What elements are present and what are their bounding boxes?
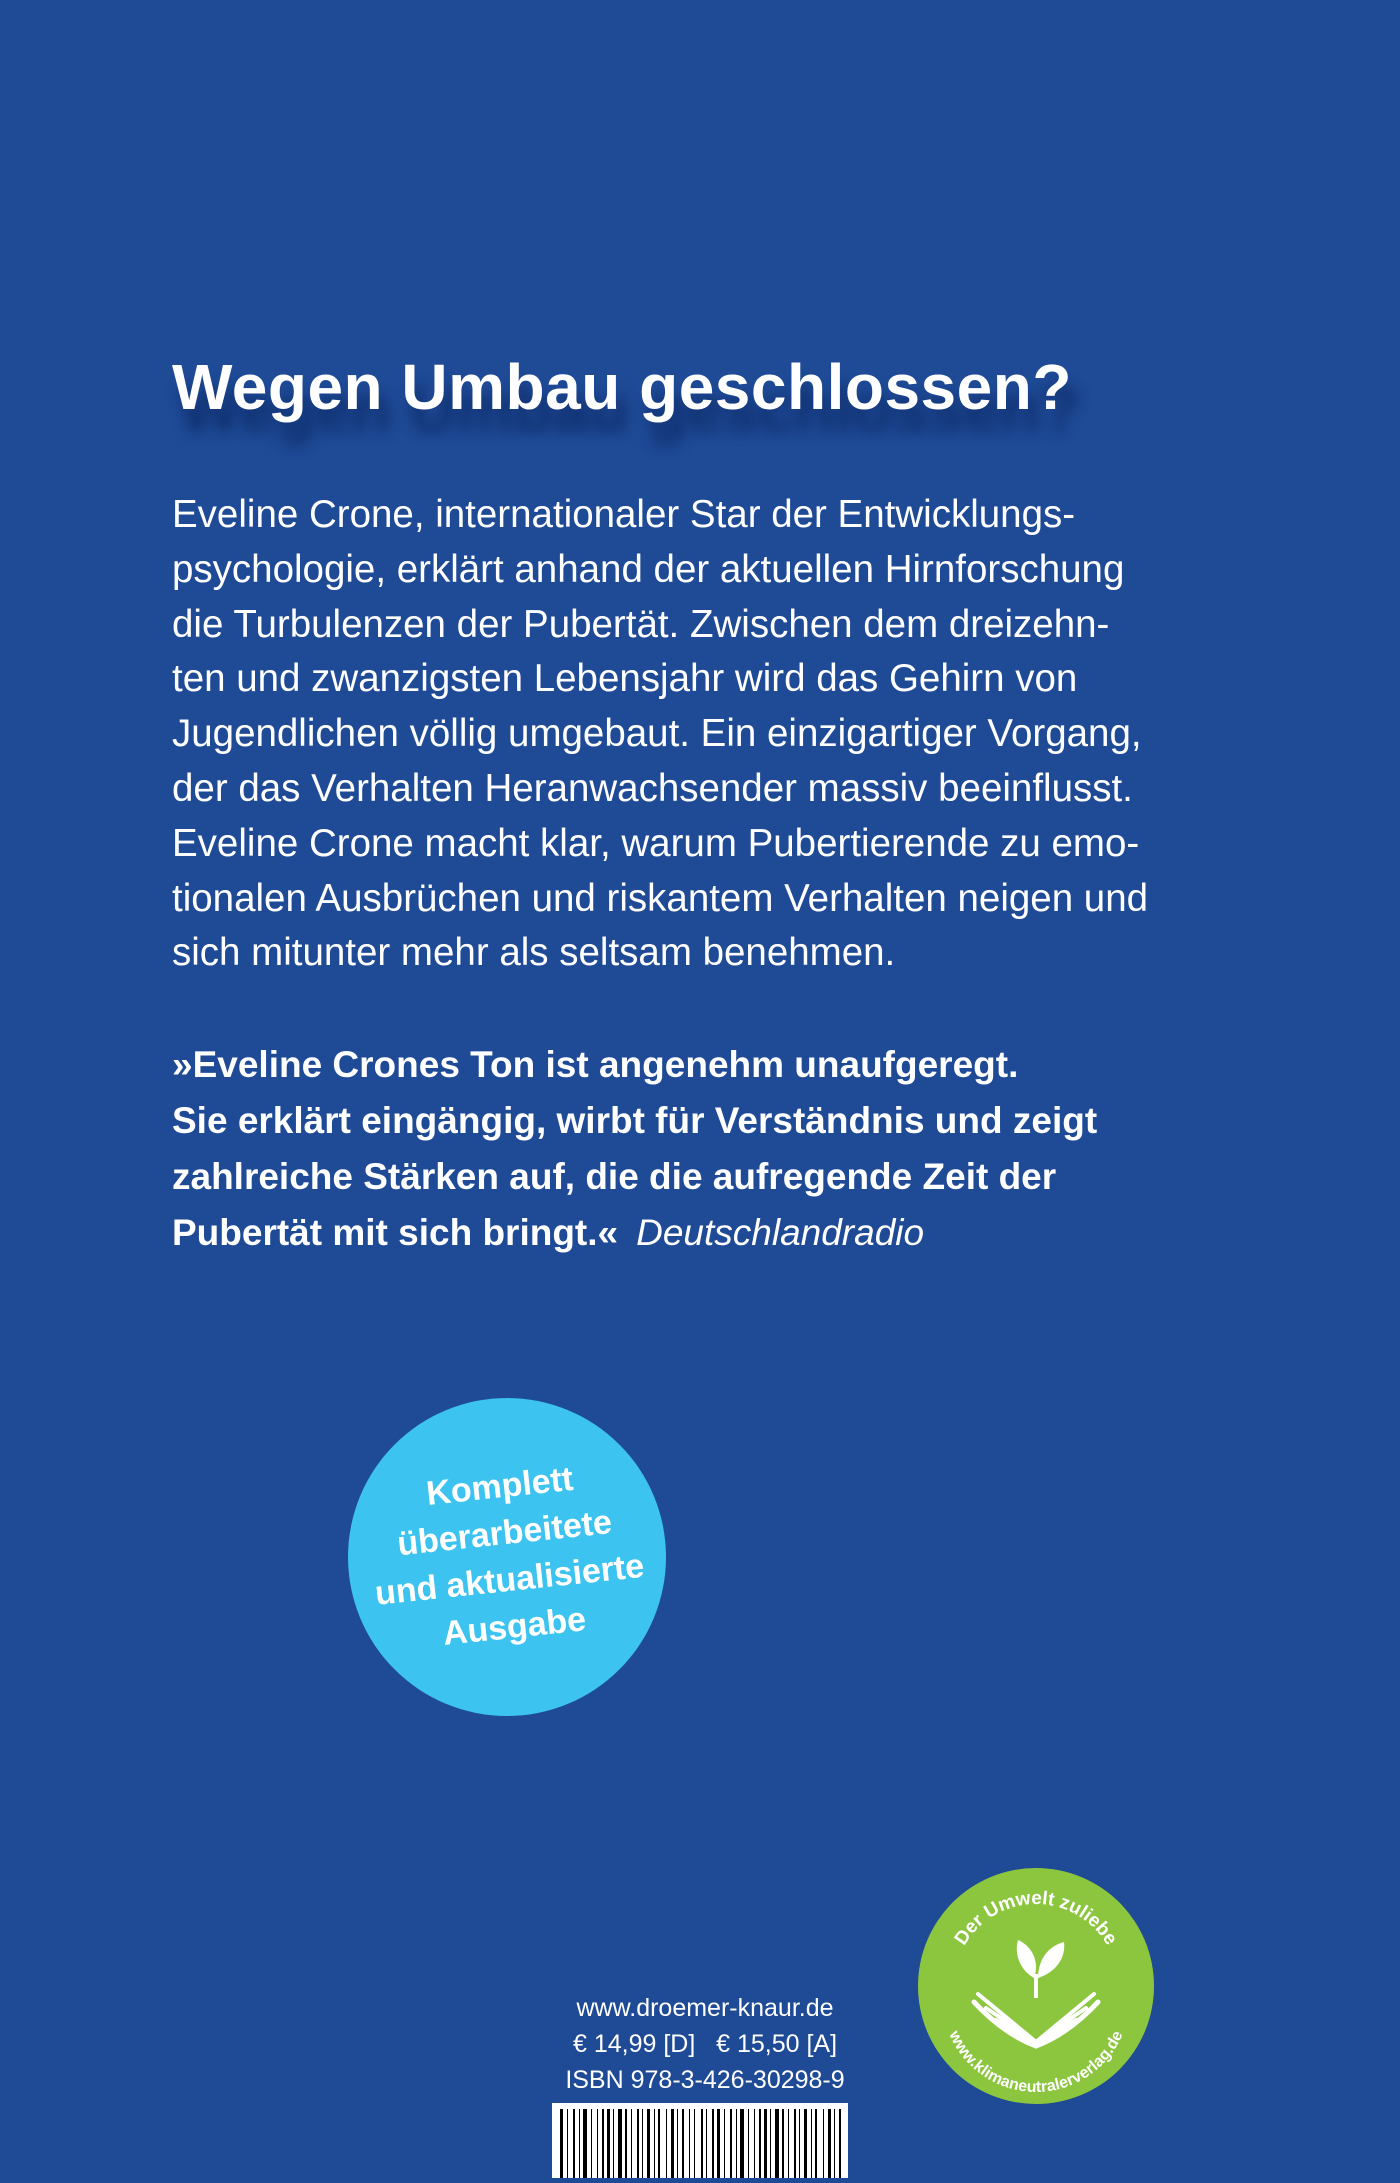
description-line: die Turbulenzen der Pubertät. Zwischen dem dreizehn- bbox=[172, 602, 1110, 646]
barcode-bar bbox=[677, 2109, 678, 2178]
badge-line: überarbeitete bbox=[395, 1502, 614, 1564]
eco-seal bbox=[916, 1866, 1156, 2106]
barcode-bar bbox=[834, 2109, 835, 2178]
barcode-bar bbox=[671, 2109, 674, 2178]
description-line: ten und zwanzigsten Lebensjahr wird das Gehirn von bbox=[172, 657, 1078, 701]
description-line: der das Verhalten Heranwachsender massiv beeinflusst. bbox=[172, 766, 1133, 810]
isbn: ISBN 978-3-426-30298-9 bbox=[565, 2066, 845, 2094]
barcode-bar bbox=[647, 2109, 650, 2178]
barcode-bar bbox=[689, 2109, 690, 2178]
barcode-bar bbox=[613, 2109, 614, 2178]
description-line: sich mitunter mehr als seltsam benehmen. bbox=[172, 931, 896, 975]
barcode-bar bbox=[730, 2109, 732, 2178]
barcode-bar bbox=[788, 2109, 789, 2178]
title: Wegen Umbau geschlossen? bbox=[172, 351, 1072, 423]
barcode-graphic bbox=[552, 2103, 848, 2178]
barcode-bar bbox=[631, 2109, 632, 2178]
barcode-bar bbox=[804, 2109, 807, 2178]
publisher-info bbox=[555, 1990, 855, 2098]
barcode-bar bbox=[736, 2109, 737, 2178]
eco-seal-top-text: Der Umwelt zuliebe bbox=[950, 1888, 1122, 1949]
barcode-bar bbox=[828, 2109, 831, 2178]
quote-line: zahlreiche Stärken auf, die die aufregende Zeit der bbox=[172, 1156, 1057, 1197]
price-info: € 14,99 [D] € 15,50 [A] bbox=[572, 2030, 838, 2058]
barcode-bar bbox=[573, 2109, 575, 2178]
barcode-bar bbox=[625, 2109, 627, 2178]
quote-line: »Eveline Crones Ton ist angenehm unaufgeregt. bbox=[172, 1044, 1019, 1085]
barcode-bar bbox=[654, 2109, 655, 2178]
description bbox=[172, 488, 1252, 981]
barcode-bar bbox=[815, 2109, 817, 2178]
barcode-bar bbox=[701, 2109, 703, 2178]
barcode-bar bbox=[839, 2109, 841, 2178]
badge-text bbox=[363, 1449, 651, 1664]
eco-seal-bottom-text: www.klimaneutralerverlag.de bbox=[945, 2028, 1127, 2097]
description-line: Eveline Crone macht klar, warum Pubertierende zu emo- bbox=[172, 821, 1140, 865]
quote-last-line-wrap bbox=[172, 1205, 1252, 1261]
barcode-bar bbox=[694, 2109, 695, 2178]
barcode-bar bbox=[602, 2109, 604, 2178]
review-quote bbox=[172, 1037, 1252, 1261]
barcode-bar bbox=[748, 2109, 749, 2178]
barcode-bar bbox=[607, 2109, 610, 2178]
barcode-bar bbox=[799, 2109, 800, 2178]
quote-line: Pubertät mit sich bringt.« bbox=[172, 1212, 619, 1253]
quote-line: Sie erklärt eingängig, wirbt für Verständnis und zeigt bbox=[172, 1100, 1098, 1141]
barcode-bar bbox=[666, 2109, 667, 2178]
barcode-bar bbox=[823, 2109, 824, 2178]
barcode-bar bbox=[775, 2109, 779, 2178]
description-line: Eveline Crone, internationaler Star der Entwicklungs- bbox=[172, 493, 1076, 536]
barcode-bar bbox=[597, 2109, 598, 2178]
barcode-bar bbox=[560, 2109, 563, 2178]
barcode-bar bbox=[682, 2109, 684, 2178]
barcode-bar bbox=[724, 2109, 725, 2178]
barcode-bar bbox=[642, 2109, 643, 2178]
barcode-bar bbox=[811, 2109, 812, 2178]
description-line: Jugendlichen völlig umgebaut. Ein einzigartiger Vorgang, bbox=[172, 712, 1142, 756]
badge-line: Komplett bbox=[424, 1459, 575, 1513]
barcode-bar bbox=[712, 2109, 714, 2178]
badge-line: Ausgabe bbox=[440, 1600, 588, 1654]
barcode-bar bbox=[740, 2109, 744, 2178]
badge-line: und aktualisierte bbox=[373, 1546, 646, 1613]
barcode-bar bbox=[658, 2109, 660, 2178]
barcode-bar bbox=[706, 2109, 707, 2178]
barcode-bar bbox=[591, 2109, 592, 2178]
barcode-bar bbox=[794, 2109, 796, 2178]
barcode-bar bbox=[717, 2109, 720, 2178]
barcode-bar bbox=[579, 2109, 580, 2178]
barcode bbox=[552, 2103, 848, 2178]
barcode-bar bbox=[618, 2109, 622, 2178]
quote-source: Deutschlandradio bbox=[636, 1212, 925, 1253]
description-line: psychologie, erklärt anhand der aktuellen Hirnforschung bbox=[172, 547, 1125, 591]
barcode-bar bbox=[770, 2109, 771, 2178]
barcode-bar bbox=[637, 2109, 639, 2178]
description-line: tionalen Ausbrüchen und riskantem Verhalten neigen und bbox=[172, 876, 1149, 920]
barcode-bar bbox=[754, 2109, 755, 2178]
barcode-bar bbox=[759, 2109, 761, 2178]
edition-badge bbox=[348, 1398, 666, 1716]
barcode-bar bbox=[782, 2109, 784, 2178]
barcode-bar bbox=[583, 2109, 587, 2178]
publisher-website: www.droemer-knaur.de bbox=[576, 1994, 834, 2022]
barcode-bar bbox=[567, 2109, 568, 2178]
barcode-bar bbox=[764, 2109, 767, 2178]
